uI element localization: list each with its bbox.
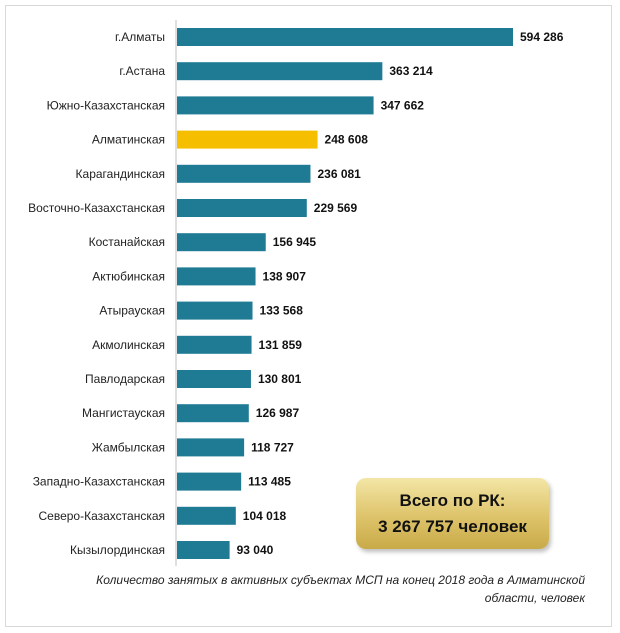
category-label-2: г.Астана [119, 64, 165, 79]
bar-6 [177, 199, 307, 217]
bar-13 [177, 438, 244, 456]
category-label-10: Акмолинская [92, 337, 165, 352]
category-label-3: Южно-Казахстанская [46, 98, 165, 113]
bar-10 [177, 336, 252, 354]
category-label-1: г.Алматы [114, 30, 165, 44]
value-label-13: 118 727 [251, 440, 294, 455]
value-label-14: 113 485 [248, 474, 291, 489]
bar-7 [177, 233, 266, 251]
bar-2 [177, 62, 382, 80]
value-label-3: 347 662 [380, 98, 424, 113]
total-label: Всего по РК: [399, 490, 506, 510]
category-label-12: Мангистауская [82, 406, 165, 421]
value-label-11: 130 801 [257, 372, 302, 386]
bar-1 [177, 28, 513, 46]
bar-4 [177, 131, 318, 149]
chart-caption [20, 571, 585, 607]
category-label-16: Кызылординская [70, 543, 165, 557]
value-label-1: 594 286 [520, 30, 564, 44]
total-value: 3 267 757 человек [378, 516, 527, 536]
bar-15 [177, 507, 236, 525]
bar-9 [177, 302, 253, 320]
value-label-6: 229 569 [313, 201, 358, 215]
value-label-2: 363 214 [389, 64, 433, 79]
value-label-10: 131 859 [258, 337, 302, 352]
category-label-7: Костанайская [88, 235, 165, 250]
bar-11 [177, 370, 251, 388]
value-label-15: 104 018 [242, 508, 287, 523]
category-label-6: Восточно-Казахстанская [28, 201, 165, 215]
caption-line-1: Количество занятых в активных субъектах МСП на конец 2018 года в Алматинской [96, 573, 585, 587]
category-label-9: Атырауская [99, 303, 165, 318]
caption-line-2: области, человек [484, 591, 585, 605]
category-label-4: Алматинская [91, 132, 165, 147]
value-label-4: 248 608 [324, 132, 368, 147]
bar-5 [177, 165, 310, 183]
category-label-8: Актюбинская [92, 269, 165, 284]
value-label-12: 126 987 [255, 406, 300, 421]
category-label-5: Карагандинская [75, 166, 165, 181]
category-label-15: Северо-Казахстанская [38, 508, 165, 523]
bar-16 [177, 541, 230, 559]
bar-12 [177, 404, 249, 422]
category-label-13: Жамбылская [91, 440, 165, 455]
value-label-16: 93 040 [236, 543, 274, 557]
value-label-8: 138 907 [262, 269, 306, 284]
value-label-7: 156 945 [272, 235, 317, 250]
value-label-9: 133 568 [259, 303, 303, 318]
total-box [356, 478, 549, 549]
value-label-5: 236 081 [317, 166, 361, 181]
bar-3 [177, 96, 374, 114]
category-label-14: Западно-Казахстанская [32, 474, 165, 489]
bar-14 [177, 473, 241, 491]
category-label-11: Павлодарская [85, 372, 165, 386]
bar-8 [177, 267, 256, 285]
